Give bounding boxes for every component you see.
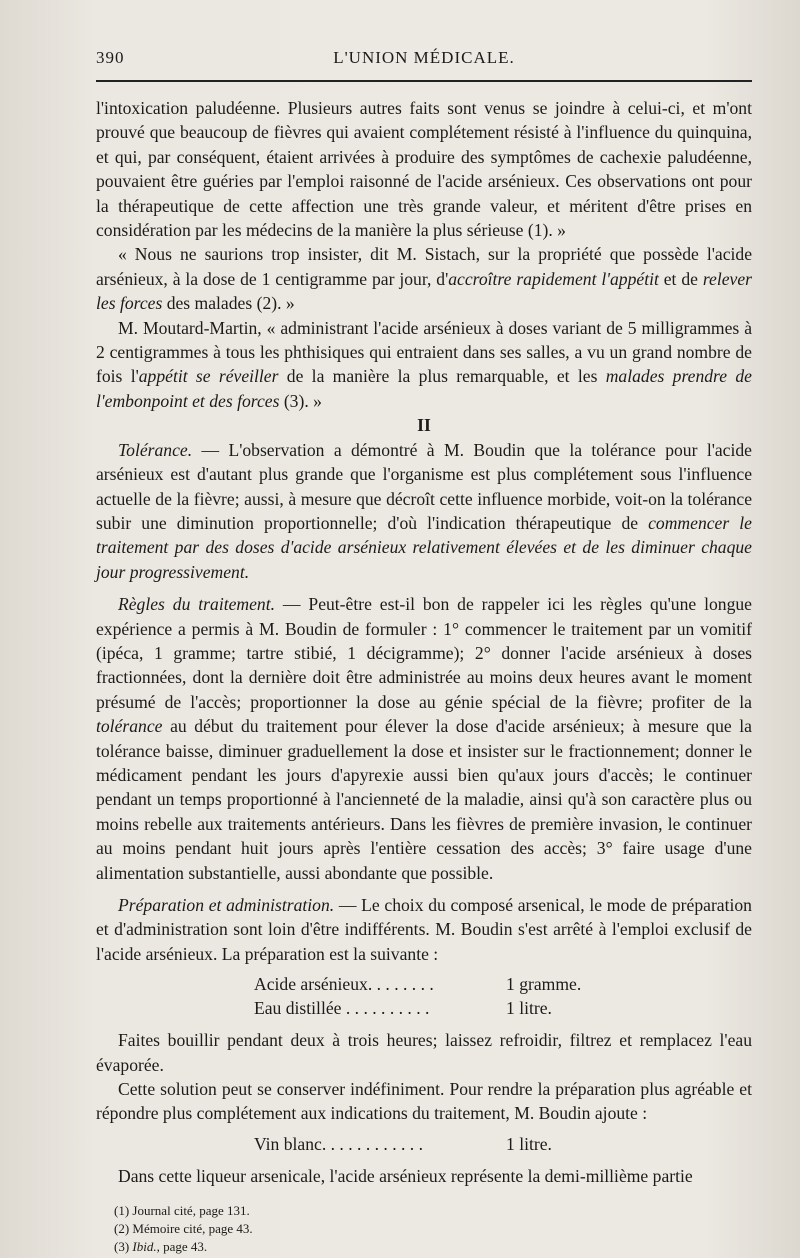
paragraph-heading: Tolérance. [118, 439, 193, 460]
italic-text: malades prendre de l'embonpoint et des forces [96, 366, 752, 411]
recipe-row [96, 1132, 752, 1156]
ingredient-quantity: 1 litre. [506, 998, 552, 1019]
paragraph-regles: Règles du traitement. — Peut-être est-il bon de rappeler ici les règles qu'une longue expérience a permis à M. Boudin de formuler : 1° commencer le traitement par un vomitif (ipéca, 1 gramme; tartre stibié, 1 décigramme); 2° donner l'acide arsénieux à doses fractionnées, dont la dernière doit être administrée au moins deux heures avant le moment présumé de l'accès; proportionner la dose au génie spécial de la fièvre; profiter de la tolérance au début du traitement pour élever la dose d'acide arsénieux; à mesure que la tolérance baisse, diminuer graduellement la dose et insister sur le fractionnement; donner le médicament pendant les jours d'apyrexie aussi bien qu'aux jours d'accès; le continuer pendant un temps proportionné à l'ancienneté de la maladie, ainsi qu'à son caractère plus ou moins rebelle aux traitements antérieurs. Dans les fièvres de première invasion, le continuer au moins pendant huit jours après l'entière cessation des accès; 3° faire usage d'une alimentation substantielle, aussi abondante que possible. [96, 594, 752, 883]
footnote: (3) Ibid., page 43. [114, 1239, 208, 1255]
page-header [96, 48, 752, 74]
paragraph-moutard-martin: M. Moutard-Martin, « administrant l'acide arsénieux à doses variant de 5 milligrammes à 2 centigrammes à tous les phthisiques qui entraient dans ses salles, a vu un grand nombre de fois l'appétit se réveiller de la manière la plus remarquable, et les malades prendre de l'embonpoint et des forces (3). » [96, 317, 752, 411]
footnote: (1) Journal cité, page 131. [114, 1203, 250, 1219]
footnotes [96, 1202, 752, 1256]
paragraph: Cette solution peut se conserver indéfiniment. Pour rendre la préparation plus agréable et répondre plus complétement aux indications du traitement, M. Boudin ajoute : [96, 1079, 752, 1124]
italic-text: commencer le traitement par des doses d'acide arsénieux relativement élevées et de les diminuer chaque jour progressivement. [96, 512, 752, 582]
paragraph: Dans cette liqueur arsenicale, l'acide arsénieux représente la demi-millième partie [118, 1165, 693, 1186]
recipe-table [96, 1132, 752, 1156]
recipe-row [96, 996, 752, 1020]
header-rule [96, 80, 752, 82]
recipe-table [96, 972, 752, 1020]
paragraph-heading: Préparation et administration. [118, 895, 335, 915]
recipe-row [96, 972, 752, 996]
running-head: L'UNION MÉDICALE. [333, 48, 515, 67]
page-number: 390 [96, 48, 125, 67]
italic-text: relever les forces [96, 268, 752, 314]
italic-text: accroître rapidement l'appétit [448, 268, 659, 289]
italic-text: appétit se réveiller [138, 366, 279, 387]
italic-text: tolérance [96, 716, 163, 737]
ingredient-name: Vin blanc. . . . . . . . . . . . [254, 1133, 423, 1154]
ingredient-name: Eau distillée . . . . . . . . . . [254, 998, 430, 1019]
paragraph-tolerance: Tolérance. — L'observation a démontré à M. Boudin que la tolérance pour l'acide arsénieux est d'autant plus grande que l'organisme est plus complétement sous l'influence actuelle de la fièvre; aussi, à mesure que décroît cette influence morbide, voit-on la tolérance subir une diminution proportionnelle; d'où l'indication thérapeutique de commencer le traitement par des doses d'acide arsénieux relativement élevées et de les diminuer chaque jour progressivement. [96, 439, 752, 582]
footnote-number: (2) [114, 1221, 130, 1237]
ingredient-quantity: 1 litre. [506, 1133, 552, 1154]
paragraph: Faites bouillir pendant deux à trois heures; laissez refroidir, filtrez et remplacez l'eau évaporée. [96, 1030, 752, 1075]
ingredient-name: Acide arsénieux. . . . . . . . [254, 974, 434, 995]
ingredient-quantity: 1 gramme. [506, 974, 582, 995]
footnote-number: (3) [114, 1239, 130, 1255]
paragraph-heading: Règles du traitement. [118, 594, 276, 615]
paragraph-sistach-quote: « Nous ne saurions trop insister, dit M. Sistach, sur la propriété que possède l'acide arsénieux, à la dose de 1 centigramme par jour, d'accroître rapidement l'appétit et de relever les forces des malades (2). » [96, 244, 752, 314]
footnote-number: (1) [114, 1203, 130, 1219]
section-heading: II [417, 415, 431, 436]
paragraph-preparation: Préparation et administration. — Le choix du composé arsenical, le mode de préparation et d'administration sont loin d'être indifférents. M. Boudin s'est arrêté à l'emploi exclusif de l'acide arsénieux. La préparation est la suivante : [96, 895, 752, 964]
body-text [96, 96, 752, 1188]
paragraph: l'intoxication paludéenne. Plusieurs autres faits sont venus se joindre à celui-ci, et m'ont prouvé que beaucoup de fièvres qui avaient complétement résisté à l'influence du quinquina, et qui, par conséquent, étaient arrivées à produire des symptômes de cachexie paludéenne, pouvaient être guéries par l'emploi raisonné de l'acide arsénieux. Ces observations ont pour la thérapeutique de cette affection une très grande valeur, et méritent d'être prises en considération par les médecins de la manière la plus sérieuse (1). » [96, 98, 752, 241]
footnote: (2) Mémoire cité, page 43. [114, 1221, 253, 1237]
